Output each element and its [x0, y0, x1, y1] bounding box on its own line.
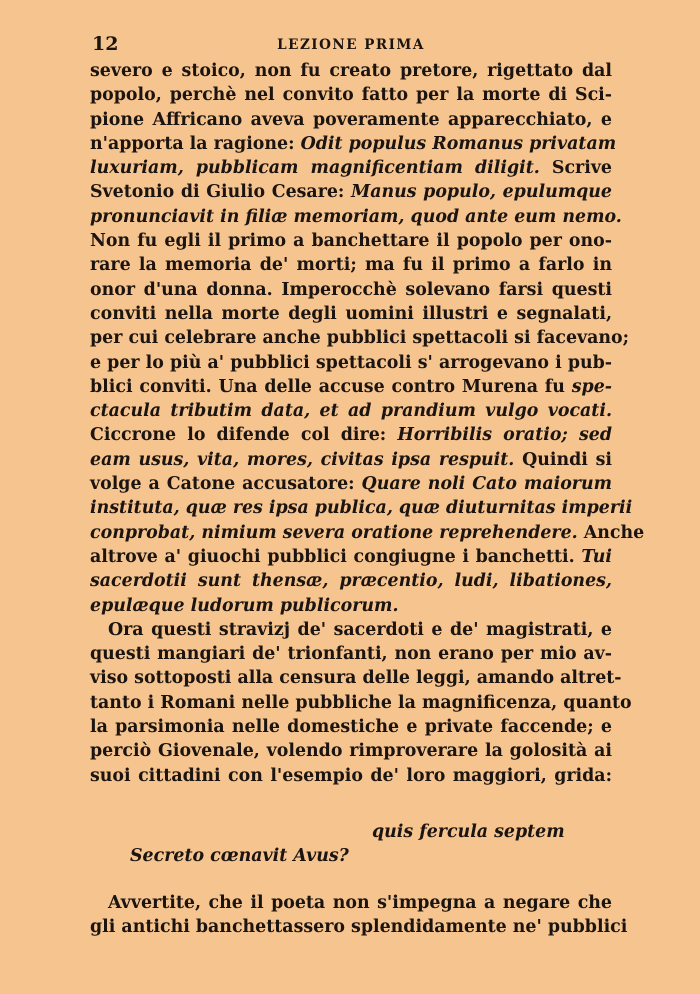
text-line: [90, 423, 612, 447]
text-run: blici conviti. Una delle accuse contro Murena fu: [90, 376, 572, 397]
verse-line: quis fercula septem: [372, 821, 565, 842]
latin-quote: eam usus, vita, mores, civitas ipsa respuit.: [90, 449, 515, 470]
text-run: volge a Catone accusatore:: [90, 474, 362, 495]
verse-spacing: [90, 788, 612, 820]
text-run: Svetonio di Giulio Cesare:: [90, 182, 351, 203]
paragraph-start: Avvertite, che il poeta non s'impegna a negare che: [108, 892, 612, 913]
text-run: n'apporta la ragione:: [90, 133, 301, 154]
text-run: Scrive: [539, 158, 612, 179]
latin-quote: spe-: [571, 376, 612, 397]
text-line: viso sottoposti alla censura delle leggi, amando altret-: [90, 668, 622, 689]
latin-quote: Manus populo, epulumque: [350, 182, 612, 203]
text-run: Anche: [577, 522, 645, 543]
latin-quote-line: pronunciavit in filiæ memoriam, quod ante eum nemo.: [90, 206, 622, 227]
text-line: severo e stoico, non fu creato pretore, rigettato dal: [90, 61, 612, 81]
text-line: tanto i Romani nelle pubbliche la magnificenza, quanto: [90, 692, 632, 713]
text-line: [90, 521, 645, 545]
text-line: rare la memoria de' morti; ma fu il primo a farlo in: [90, 255, 612, 276]
latin-quote-line: epulæque ludorum publicorum.: [90, 595, 399, 616]
text-line: conviti nella morte degli uomini illustri e segnalati,: [90, 303, 612, 324]
text-line: onor d'una donna. Imperocchè solevano farsi questi: [90, 279, 612, 300]
text-line: questi mangiari de' trionfanti, non erano per mio av-: [90, 644, 612, 665]
text-line: popolo, perchè nel convito fatto per la morte di Sci-: [90, 85, 612, 106]
text-line: [90, 375, 612, 399]
latin-quote-line: ctacula tributim data, et ad prandium vulgo vocati.: [90, 401, 612, 422]
text-line: la parsimonia nelle domestiche e private faccende; e: [90, 717, 612, 738]
page-number: 12: [92, 33, 119, 55]
verse-line: Secreto cœnavit Avus?: [130, 846, 349, 867]
paragraph-start: Ora questi stravizj de' sacerdoti e de' magistrati, e: [108, 619, 612, 640]
latin-quote: conprobat, nimium severa oratione reprehendere.: [90, 522, 578, 543]
latin-quote: luxuriam, pubblicam magnificentiam diligit.: [90, 158, 540, 179]
text-line: per cui celebrare anche pubblici spettacoli si facevano;: [90, 328, 630, 349]
text-run: Quindi si: [514, 449, 612, 470]
text-line: e per lo più a' pubblici spettacoli s' arrogevano i pub-: [90, 352, 612, 373]
text-line: perciò Giovenale, volendo rimproverare la golosità ai: [90, 741, 612, 762]
latin-quote: Tui: [581, 546, 612, 567]
text-line: pione Affricano aveva poveramente apparecchiato, e: [90, 109, 612, 130]
text-line: Non fu egli il primo a banchettare il popolo per ono-: [90, 231, 612, 252]
text-line: [90, 545, 612, 569]
text-line: [90, 448, 612, 472]
text-run: Ciccrone lo difende col dire:: [90, 425, 398, 446]
text-run: altrove a' giuochi pubblici congiugne i banchetti.: [90, 546, 582, 567]
latin-quote: Odit populus Romanus privatam: [300, 133, 617, 154]
text-line: [90, 156, 612, 180]
latin-quote-line: sacerdotii sunt thensæ, præcentio, ludi, libationes,: [90, 571, 612, 592]
text-line: suoi cittadini con l'esempio de' loro maggiori, grida:: [90, 765, 612, 786]
text-line: [90, 132, 617, 156]
latin-quote: Quare noli Cato maiorum: [361, 474, 613, 495]
text-line: gli antichi banchettassero splendidamente ne' pubblici: [90, 916, 628, 937]
text-line: [90, 180, 612, 204]
running-title: LEZIONE PRIMA: [277, 37, 425, 53]
verse-spacing: [90, 869, 612, 891]
body-text: [90, 59, 645, 939]
running-head: [90, 31, 612, 59]
latin-quote-line: instituta, quæ res ipsa publica, quæ diuturnitas imperii: [90, 498, 633, 519]
latin-quote: Horribilis oratio; sed: [397, 425, 612, 446]
text-line: [90, 472, 612, 496]
